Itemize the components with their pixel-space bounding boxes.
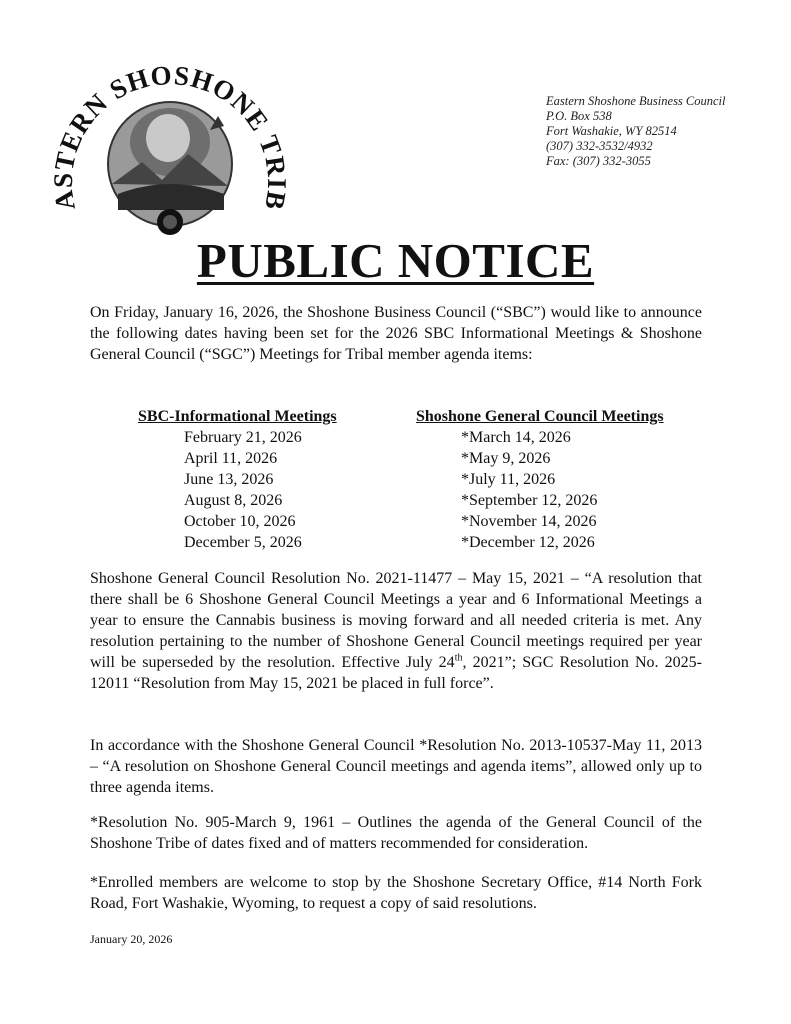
sgc-meetings-heading: Shoshone General Council Meetings [416, 408, 664, 425]
resolution-paragraph [90, 568, 702, 694]
enrolled-members-paragraph: *Enrolled members are welcome to stop by the Shoshone Secretary Office, #14 North Fork Road, Fort Washakie, Wyoming, to request a copy of said resolutions. [90, 874, 702, 912]
po-box: P.O. Box 538 [546, 109, 612, 123]
fax-number: Fax: (307) 332-3055 [546, 154, 651, 168]
resolution-text-part2: , 2021”; SGC Resolution No. 2025-12011 “Resolution from May 15, 2021 be placed in full force”. [90, 654, 703, 692]
intro-paragraph: On Friday, January 16, 2026, the Shoshone Business Council (“SBC”) would like to announce the following dates having been set for the 2026 SBC Informational Meetings & Shoshone General Council (“SGC”) Meetings for Tribal member agenda items: [90, 304, 702, 363]
ordinal-suffix: th [454, 652, 463, 664]
sbc-meetings-heading: SBC-Informational Meetings [138, 408, 337, 425]
title-text: PUBLIC NOTICE [196, 233, 595, 288]
sgc-meeting-date: *July 11, 2026 [461, 471, 556, 488]
sbc-meeting-date: October 10, 2026 [184, 513, 296, 530]
accordance-paragraph: In accordance with the Shoshone General Council *Resolution No. 2013-10537-May 11, 2013 – “A resolution on Shoshone General Council meetings and agenda items”, allowed only up to three agenda items. [90, 737, 702, 796]
sgc-meeting-date: *November 14, 2026 [461, 513, 597, 530]
sbc-meeting-date: December 5, 2026 [184, 534, 302, 551]
resolution-905-paragraph: *Resolution No. 905-March 9, 1961 – Outlines the agenda of the General Council of the Shoshone Tribe of dates fixed and of matters recommended for consideration. [90, 814, 702, 852]
sbc-meeting-date: June 13, 2026 [184, 471, 274, 488]
sgc-meetings-column [416, 406, 664, 553]
city-state-zip: Fort Washakie, WY 82514 [546, 124, 677, 138]
resolution-text-part1: Shoshone General Council Resolution No. 2021-11477 – May 15, 2021 – “A resolution that there shall be 6 Shoshone General Council Meetings a year and 6 Informational Meetings a year to ensure the Cannabis business is moving forward and all needed criteria is met. Any resolution pertaining to the number of Shoshone General Council meetings required per year will be superseded by the resolution. Effective July 24 [90, 570, 702, 671]
org-name: Eastern Shoshone Business Council [546, 94, 726, 108]
sbc-meeting-date: April 11, 2026 [184, 450, 278, 467]
tribal-seal-logo [42, 34, 296, 244]
notice-date: January 20, 2026 [90, 932, 173, 946]
page-title [0, 232, 791, 289]
sgc-meeting-date: *September 12, 2026 [461, 492, 598, 509]
sbc-meeting-date: February 21, 2026 [184, 429, 302, 446]
sgc-meetings-list [416, 427, 664, 553]
sgc-meeting-date: *December 12, 2026 [461, 534, 595, 551]
seal-graphic [42, 34, 296, 244]
seal-name-text: ASTERN SHOSHONE TRIB [47, 59, 293, 213]
sbc-meetings-list [138, 427, 337, 553]
sgc-meeting-date: *May 9, 2026 [461, 450, 551, 467]
sbc-meetings-column [138, 406, 337, 553]
sgc-meeting-date: *March 14, 2026 [461, 429, 571, 446]
council-address-block [546, 94, 726, 169]
phone-number: (307) 332-3532/4932 [546, 139, 653, 153]
sbc-meeting-date: August 8, 2026 [184, 492, 283, 509]
